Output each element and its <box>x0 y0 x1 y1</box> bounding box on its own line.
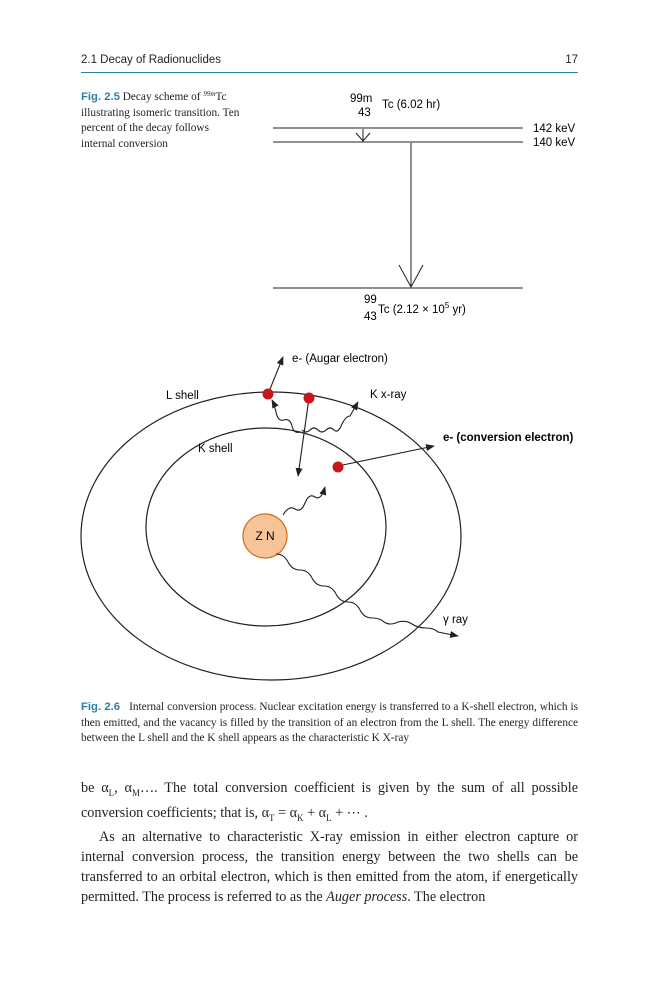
caption-isotope-mass: 99m <box>203 90 216 98</box>
figure-2-6-caption <box>81 700 578 747</box>
auger-energy-transfer <box>272 400 300 432</box>
conversion-electron-label: e- (conversion electron) <box>443 432 574 444</box>
caption-text: Tc illustrating isomeric transition. Ten percent of the decay follows internal conversion <box>81 91 240 150</box>
k-shell-electron <box>333 462 344 473</box>
gamma-ray-label: γ ray <box>443 614 468 626</box>
auger-electron-arrow <box>268 357 283 394</box>
l-shell-electron <box>304 393 315 404</box>
caption-text: Internal conversion process. Nuclear excitation energy is transferred to a K-shell electron, which is then emitted, and the vacancy is filled by the transition of an electron from the L shell. The energy difference between the L shell and the K shell appears as the characteristic K X-ray <box>81 701 578 745</box>
k-shell-label: K shell <box>198 443 233 455</box>
figure-label: Fig. 2.5 <box>81 91 120 103</box>
daughter-mass-number: 99 <box>364 294 377 306</box>
k-xray-label: K x-ray <box>370 389 407 401</box>
parent-nuclide: Tc (6.02 hr) <box>382 99 441 111</box>
l-to-k-transition <box>298 398 309 476</box>
level-142-label: 142 keV <box>533 123 576 135</box>
page-number: 17 <box>565 54 578 66</box>
internal-conversion-diagram <box>81 353 574 680</box>
level-140-label: 140 keV <box>533 137 576 149</box>
paragraph: As an alternative to characteristic X-ray emission in either electron capture or internal conversion process, the transition energy between the two shells can be transferred to an orbital electron, which is then emitted from the atom, if energetically permitted. The process is referred to as the Auger process. The electron <box>81 829 578 905</box>
gamma-ray-path <box>276 554 458 636</box>
gamma-to-k-electron <box>283 487 325 515</box>
body-text <box>81 779 578 907</box>
figure-label: Fig. 2.6 <box>81 701 121 713</box>
paragraph: be $\alpha_L$, $\alpha_M\dots$. The total conversion coefficient is given by the sum of all possible conversion coefficients; that is, $\alpha_T = \alpha_K + \alpha_L$ + ⋯ . <box>81 780 578 823</box>
daughter-nuclide: Tc ($2.12 \times 10^5$ yr) <box>378 301 466 316</box>
parent-atomic-number: 43 <box>358 107 371 119</box>
parent-mass-number: 99m <box>350 93 373 105</box>
caption-lead: Decay scheme of <box>122 91 201 103</box>
nucleus-label: Z N <box>255 529 275 543</box>
daughter-atomic-number: 43 <box>364 311 377 323</box>
k-xray-path <box>302 402 358 432</box>
conversion-electron-arrow <box>338 446 434 466</box>
decay-scheme <box>273 93 576 323</box>
section-title: 2.1 Decay of Radionuclides <box>81 54 221 66</box>
l-shell-auger-electron <box>263 389 274 400</box>
auger-electron-label: e- (Augar electron) <box>292 353 388 365</box>
l-shell-label: L shell <box>166 390 199 402</box>
